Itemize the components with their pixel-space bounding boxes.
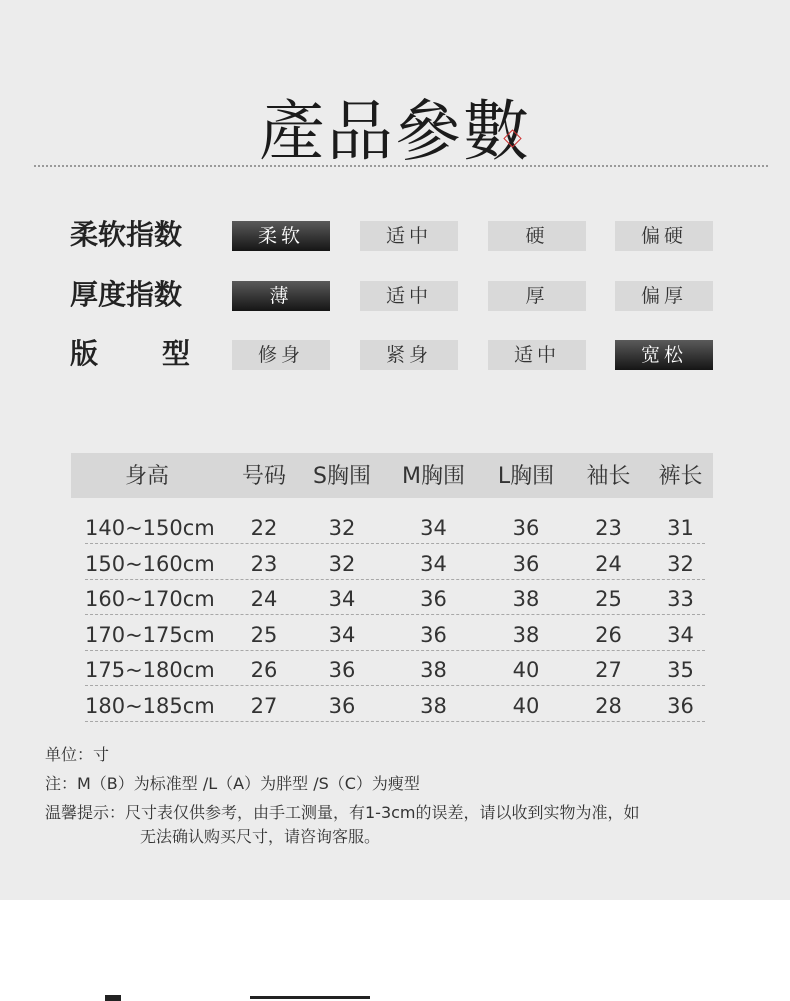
table-cell: 36 (512, 551, 540, 576)
table-cell: 36 (420, 622, 447, 647)
table-cell: 150~160cm (85, 551, 215, 576)
param-option: 紧身 (360, 340, 458, 370)
param-label: 厚度指数 (70, 278, 183, 311)
table-header-cell: M胸围 (402, 464, 465, 489)
table-cell: 27 (250, 694, 278, 718)
table-cell: 40 (512, 694, 540, 718)
table-row (85, 650, 705, 686)
table-cell: 24 (250, 587, 278, 612)
table-header-cell: S胸围 (313, 464, 371, 489)
param-option: 柔软 (232, 221, 330, 251)
table-cell: 25 (250, 622, 278, 647)
table-cell: 170~175cm (85, 622, 215, 647)
table-cell: 26 (250, 658, 278, 683)
table-cell: 36 (420, 587, 447, 612)
type-note: 注：M（B）为标准型 /L（A）为胖型 /S（C）为瘦型 (45, 774, 420, 793)
table-cell: 36 (667, 694, 694, 718)
param-option: 硬 (488, 221, 586, 251)
param-option: 厚 (488, 281, 586, 311)
param-option: 偏硬 (615, 221, 713, 251)
table-cell: 28 (595, 694, 622, 718)
table-cell: 180~185cm (85, 694, 215, 718)
table-cell: 140~150cm (85, 516, 215, 540)
tip-note: 温馨提示：尺寸表仅供参考，由手工测量，有1-3cm的误差，请以收到实物为准，如 (45, 803, 640, 822)
table-cell: 36 (328, 658, 356, 683)
table-header-cell: 身高 (124, 464, 169, 489)
table-cell: 36 (512, 516, 540, 540)
table-row (85, 579, 705, 615)
table-cell: 23 (595, 516, 622, 540)
table-cell: 25 (595, 587, 622, 612)
table-header-cell: L胸围 (497, 464, 555, 489)
param-option: 薄 (232, 281, 330, 311)
table-cell: 36 (328, 694, 356, 718)
param-option: 宽松 (615, 340, 713, 370)
table-cell: 160~170cm (85, 587, 215, 612)
next-section-glyph (250, 996, 370, 999)
param-option: 适中 (360, 221, 458, 251)
table-cell: 34 (328, 622, 356, 647)
table-row (85, 544, 705, 580)
table-cell: 32 (328, 551, 356, 576)
table-cell: 34 (667, 622, 694, 647)
table-cell: 40 (512, 658, 540, 683)
table-row (85, 508, 705, 544)
table-header-cell: 号码 (241, 464, 286, 489)
param-label (70, 338, 190, 370)
table-header-cell: 袖长 (586, 464, 631, 489)
next-section-peek (0, 985, 790, 1000)
table-cell: 34 (420, 551, 447, 576)
title-divider (34, 165, 768, 167)
table-cell: 31 (667, 516, 694, 540)
table-cell: 38 (420, 694, 447, 718)
table-header (71, 453, 713, 498)
table-cell: 32 (328, 516, 356, 540)
param-label-char: 型 (161, 337, 190, 370)
tip-note-continued: 无法确认购买尺寸，请咨询客服。 (140, 827, 381, 846)
next-section-glyph (105, 995, 121, 1001)
param-option: 适中 (360, 281, 458, 311)
param-label: 柔软指数 (70, 218, 183, 251)
table-cell: 175~180cm (85, 658, 215, 683)
table-cell: 27 (595, 658, 622, 683)
table-cell: 24 (595, 551, 622, 576)
param-option: 修身 (232, 340, 330, 370)
table-cell: 32 (667, 551, 694, 576)
table-cell: 34 (328, 587, 356, 612)
param-label-char: 版 (70, 337, 99, 370)
page-title: 產品參數 (259, 93, 531, 170)
table-cell: 23 (250, 551, 278, 576)
table-cell: 38 (512, 622, 540, 647)
table-cell: 33 (667, 587, 694, 612)
table-cell: 34 (420, 516, 447, 540)
param-option: 适中 (488, 340, 586, 370)
table-cell: 35 (667, 658, 694, 683)
table-header-cell: 裤长 (658, 464, 703, 489)
param-option: 偏厚 (615, 281, 713, 311)
table-cell: 38 (420, 658, 447, 683)
table-cell: 38 (512, 587, 540, 612)
unit-note: 单位：寸 (45, 745, 110, 764)
table-cell: 22 (250, 516, 278, 540)
table-cell: 26 (595, 622, 622, 647)
table-row (85, 686, 705, 722)
table-row (85, 615, 705, 651)
